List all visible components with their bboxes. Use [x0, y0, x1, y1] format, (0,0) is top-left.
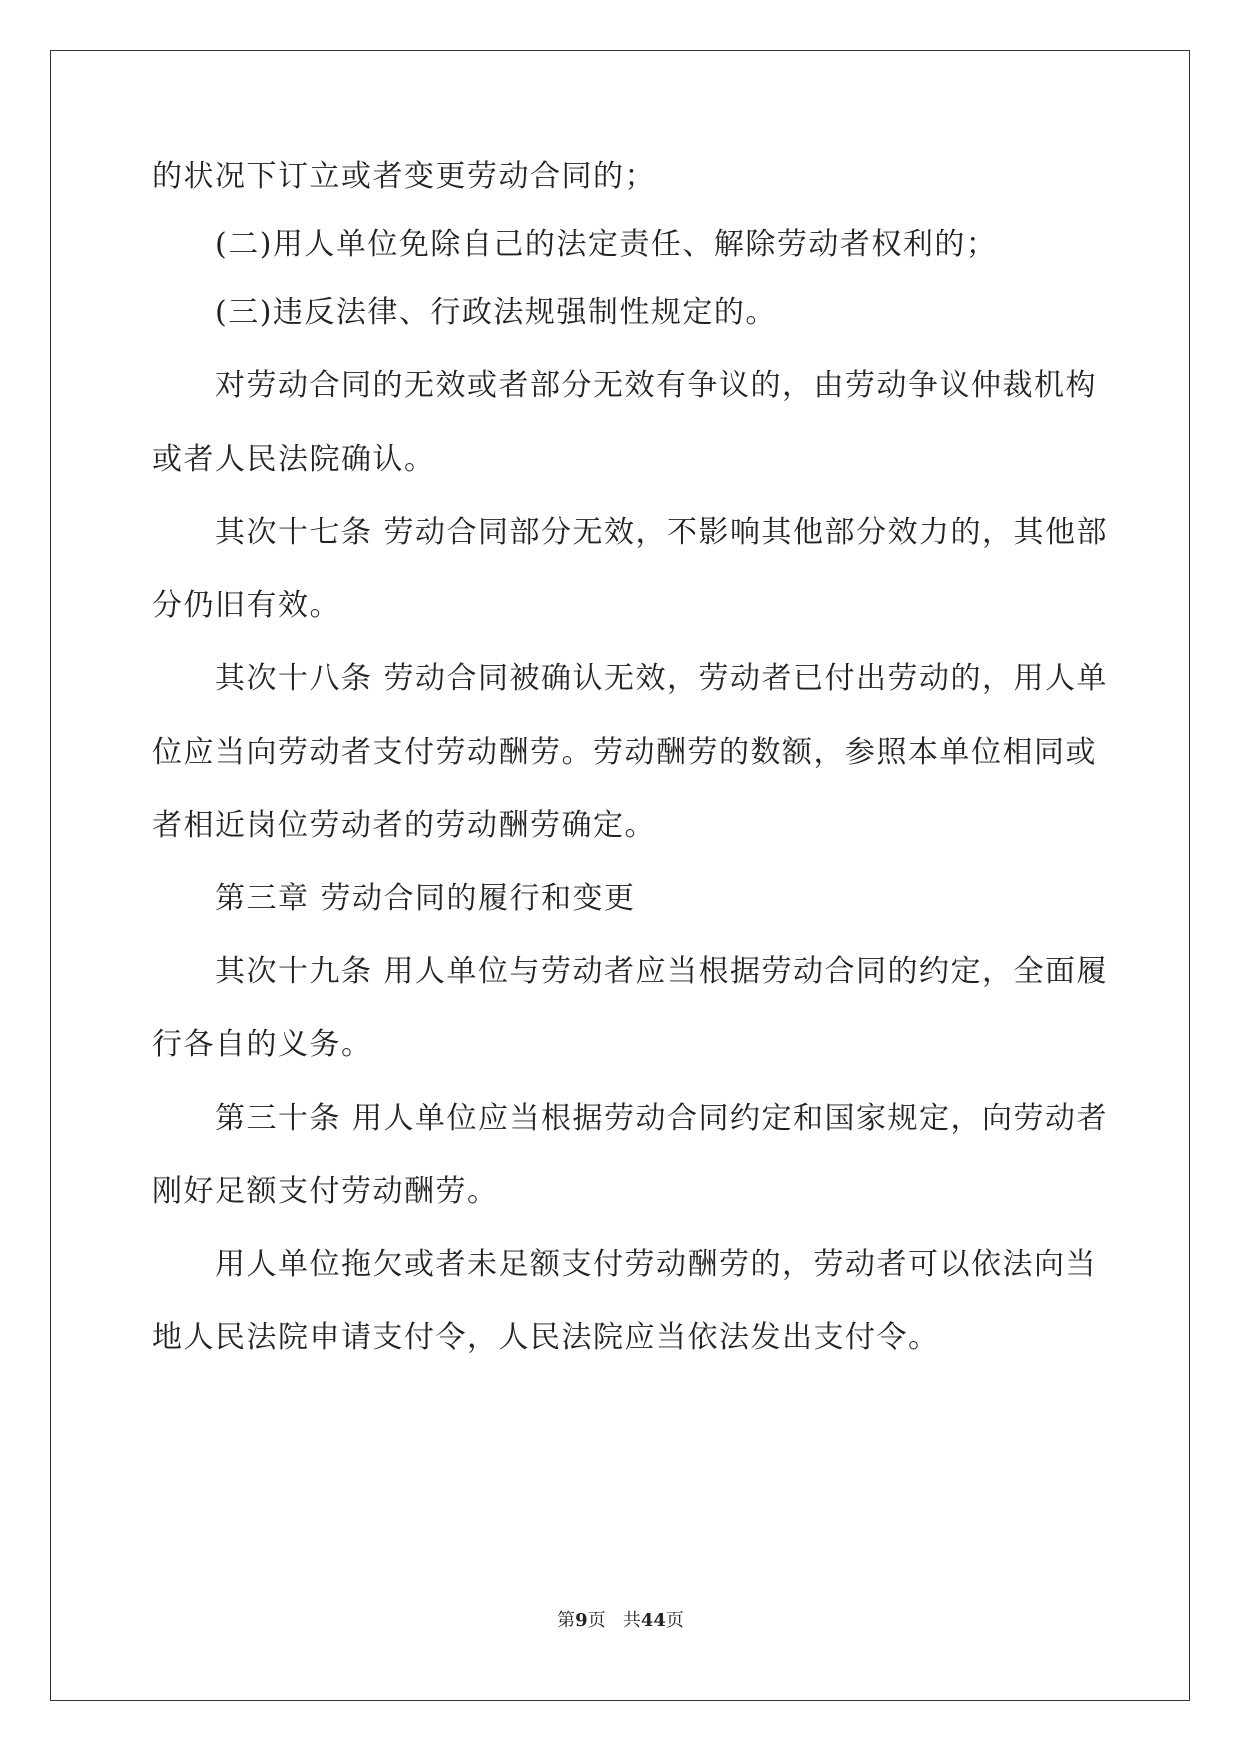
text-line: 地人民法院申请支付令，人民法院应当依法发出支付令。 [152, 1320, 940, 1355]
text-line: (二)用人单位免除自己的法定责任、解除劳动者权利的； [215, 227, 998, 262]
text-line: 行各自的义务。 [152, 1027, 373, 1062]
page-number: 9 [575, 1610, 588, 1631]
total-suffix: 页 [665, 1610, 684, 1631]
text-line: 或者人民法院确认。 [152, 442, 436, 477]
text-line: 用人单位拖欠或者未足额支付劳动酬劳的，劳动者可以依法向当 [215, 1247, 1097, 1282]
text-line: 刚好足额支付劳动酬劳。 [152, 1174, 499, 1209]
text-line: (三)违反法律、行政法规强制性规定的。 [215, 295, 777, 330]
total-prefix: 共 [622, 1610, 641, 1631]
text-line: 其次十八条 劳动合同被确认无效，劳动者已付出劳动的，用人单 [215, 661, 1109, 696]
text-line: 其次十七条 劳动合同部分无效，不影响其他部分效力的，其他部 [215, 515, 1109, 550]
total-pages: 44 [640, 1610, 666, 1631]
text-line: 的状况下订立或者变更劳动合同的； [152, 159, 656, 194]
page-prefix: 第 [557, 1610, 576, 1631]
text-line: 分仍旧有效。 [152, 588, 341, 623]
text-line: 第三十条 用人单位应当根据劳动合同约定和国家规定，向劳动者 [215, 1101, 1109, 1136]
text-line: 位应当向劳动者支付劳动酬劳。劳动酬劳的数额，参照本单位相同或 [152, 735, 1097, 770]
page-suffix: 页 [587, 1610, 606, 1631]
text-line: 对劳动合同的无效或者部分无效有争议的，由劳动争议仲裁机构 [215, 368, 1097, 403]
text-line: 其次十九条 用人单位与劳动者应当根据劳动合同的约定，全面履 [215, 954, 1109, 989]
text-line: 者相近岗位劳动者的劳动酬劳确定。 [152, 808, 656, 843]
page-footer [0, 1609, 1241, 1633]
chapter-heading: 第三章 劳动合同的履行和变更 [215, 881, 636, 916]
